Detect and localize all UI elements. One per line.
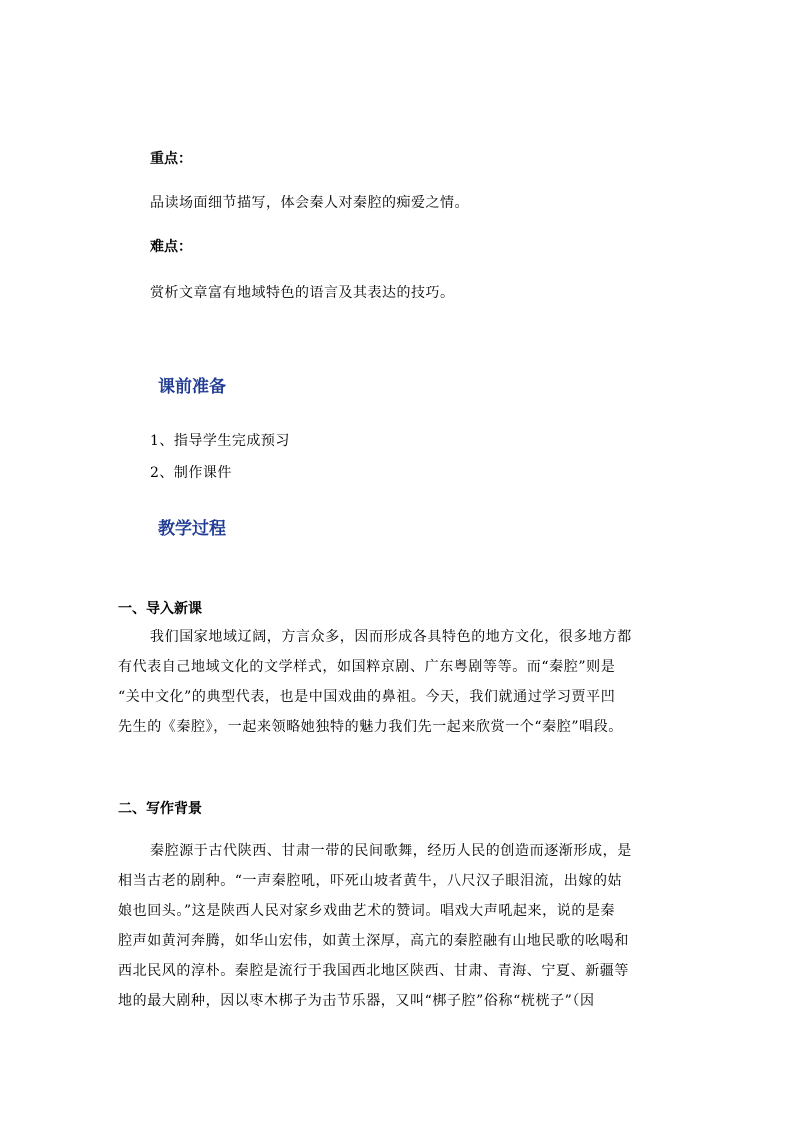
section2-heading: 二、写作背景 xyxy=(118,801,202,817)
paragraph-line: 地的最大剧种，因以枣木梆子为击节乐器，又叫“梆子腔”俗称“桄桄子”（因 xyxy=(118,993,595,1009)
preparation-item: 1、指导学生完成预习 xyxy=(150,433,290,449)
preparation-heading: 课前准备 xyxy=(158,377,226,397)
difficulties-label: 难点： xyxy=(150,239,192,255)
paragraph-line: 先生的《秦腔》，一起来领略她独特的魅力我们先一起来欣赏一个“秦腔”唱段。 xyxy=(118,719,623,735)
section1-heading: 一、导入新课 xyxy=(118,601,202,617)
paragraph-line: 我们国家地域辽阔，方言众多，因而形成各具特色的地方文化，很多地方都 xyxy=(150,629,632,645)
paragraph-line: 有代表自己地域文化的文学样式，如国粹京剧、广东粤剧等等。而“秦腔”则是 xyxy=(118,659,616,675)
paragraph-line: 秦腔源于古代陕西、甘肃一带的民间歌舞，经历人民的创造而逐渐形成，是 xyxy=(150,843,632,859)
section2-paragraph xyxy=(118,836,678,1016)
key-points-label: 重点： xyxy=(150,151,192,167)
key-points-text: 品读场面细节描写，体会秦人对秦腔的痴爱之情。 xyxy=(150,195,469,211)
paragraph-line: 西北民风的淳朴。秦腔是流行于我国西北地区陕西、甘肃、青海、宁夏、新疆等 xyxy=(118,963,629,979)
paragraph-line: “关中文化”的典型代表，也是中国戏曲的鼻祖。今天，我们就通过学习贾平凹 xyxy=(118,689,616,705)
paragraph-line: 娘也回头。”这是陕西人民对家乡戏曲艺术的赞词。唱戏大声吼起来，说的是秦 xyxy=(118,903,616,919)
difficulties-text: 赏析文章富有地域特色的语言及其表达的技巧。 xyxy=(150,285,455,301)
process-heading: 教学过程 xyxy=(158,519,226,539)
paragraph-line: 腔声如黄河奔腾，如华山宏伟，如黄土深厚，高亢的秦腔融有山地民歌的吆喝和 xyxy=(118,933,629,949)
section1-paragraph xyxy=(118,622,678,742)
preparation-item: 2、制作课件 xyxy=(150,465,232,481)
paragraph-line: 相当古老的剧种。“一声秦腔吼，吓死山坡者黄牛，八尺汉子眼泪流，出嫁的姑 xyxy=(118,873,623,889)
